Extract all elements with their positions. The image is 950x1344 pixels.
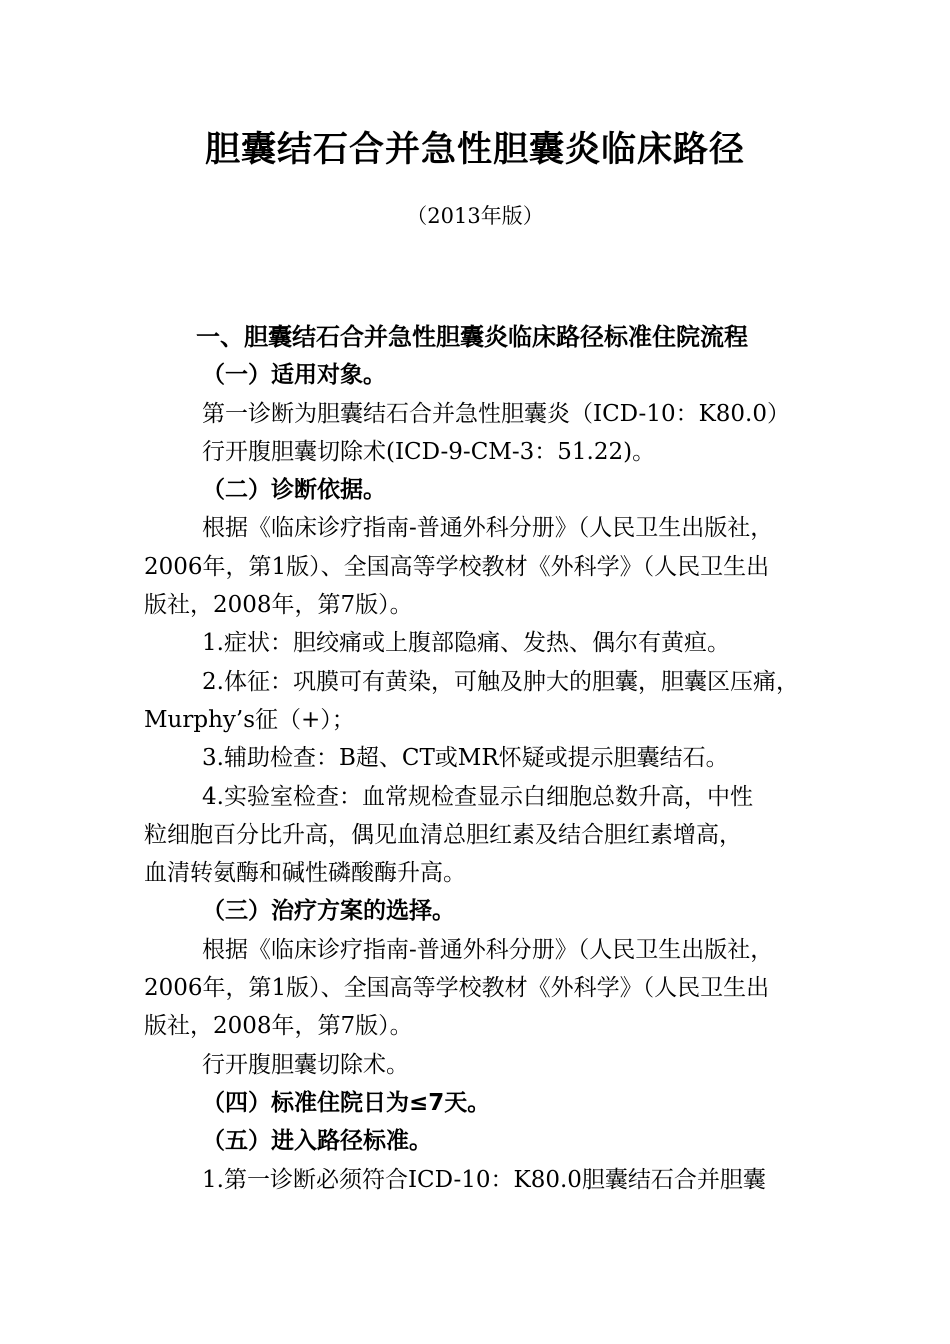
lab-exam-item-continued: 粒细胞百分比升高，偶见血清总胆红素及结合胆红素增高， xyxy=(144,821,742,848)
symptom-item: 1.症状：胆绞痛或上腹部隐痛、发热、偶尔有黄疸。 xyxy=(202,630,730,657)
sign-item-continued: Murphy’s征（+）； xyxy=(144,706,355,733)
part3-basis-line: 根据《临床诊疗指南-普通外科分册》（人民卫生出版社， xyxy=(202,936,774,963)
part3-heading: （三）治疗方案的选择。 xyxy=(202,898,455,925)
document-title: 胆囊结石合并急性胆囊炎临床路径 xyxy=(204,130,745,170)
part3-basis-line: 版社，2008年，第7版）。 xyxy=(144,1013,413,1040)
entry-criteria-item: 1.第一诊断必须符合ICD-10：K80.0胆囊结石合并胆囊 xyxy=(202,1166,766,1193)
document-body xyxy=(144,318,824,1199)
lab-exam-item: 4.实验室检查：血常规检查显示白细胞总数升高，中性 xyxy=(202,783,753,810)
auxiliary-exam-item: 3.辅助检查：B超、CT或MR怀疑或提示胆囊结石。 xyxy=(202,745,729,772)
part2-basis-line: 2006年，第1版）、全国高等学校教材《外科学》（人民卫生出 xyxy=(144,553,770,580)
document-edition: （2013年版） xyxy=(406,204,544,228)
part2-heading: （二）诊断依据。 xyxy=(202,477,386,504)
part3-basis-line: 2006年，第1版）、全国高等学校教材《外科学》（人民卫生出 xyxy=(144,975,770,1002)
part5-heading: （五）进入路径标准。 xyxy=(202,1128,432,1155)
treatment-line: 行开腹胆囊切除术。 xyxy=(202,1051,409,1078)
part1-line: 第一诊断为胆囊结石合并急性胆囊炎（ICD-10：K80.0） xyxy=(202,400,790,427)
part1-line: 行开腹胆囊切除术(ICD-9-CM-3：51.22)。 xyxy=(202,438,656,465)
sign-item: 2.体征：巩膜可有黄染，可触及肿大的胆囊，胆囊区压痛， xyxy=(202,668,799,695)
section-heading: 一、胆囊结石合并急性胆囊炎临床路径标准住院流程 xyxy=(196,323,748,351)
part2-basis-line: 版社，2008年，第7版）。 xyxy=(144,592,413,619)
lab-exam-item-continued: 血清转氨酶和碱性磷酸酶升高。 xyxy=(144,860,466,887)
part2-basis-line: 根据《临床诊疗指南-普通外科分册》（人民卫生出版社， xyxy=(202,515,774,542)
part1-heading: （一）适用对象。 xyxy=(202,362,386,389)
part4-heading: （四）标准住院日为≤7天。 xyxy=(202,1089,491,1116)
